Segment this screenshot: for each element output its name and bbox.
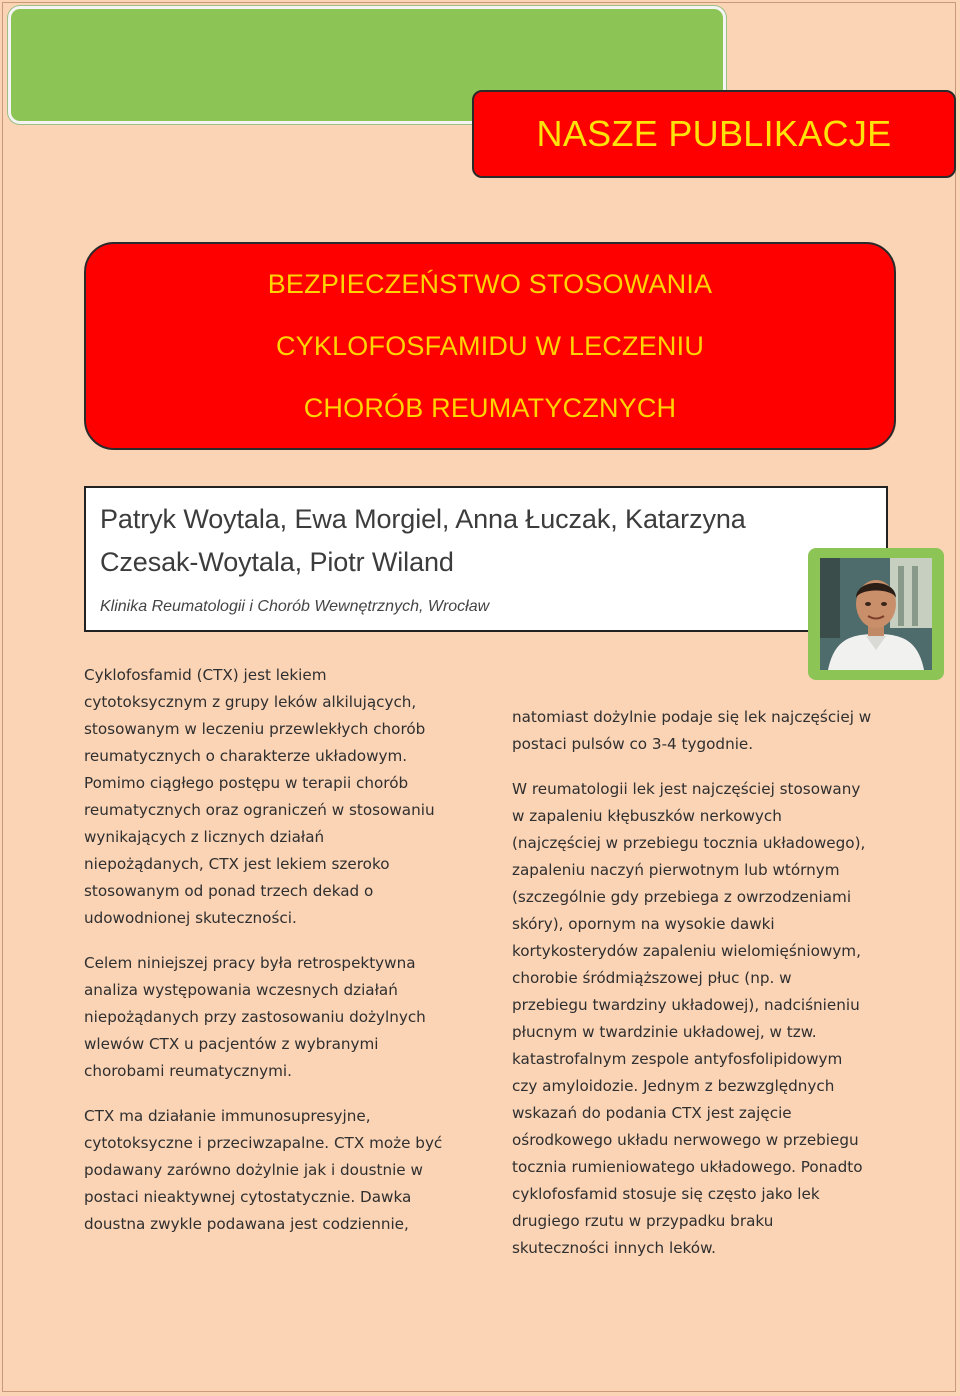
body-paragraph-intro: Cyklofosfamid (CTX) jest lekiem cytotoksycznym z grupy leków alkilujących, stosowanym w leczeniu przewlekłych chorób reumatycznych o charakterze układowym. Pomimo ciągłego postępu w terapii chorób reumatycznych oraz ograniczeń w stosowaniu wynikających z licznych działań niepożądanych, CTX jest lekiem szeroko stosowanym od ponad trzech dekad o udowodnionej skuteczności. [84,666,435,927]
affiliation: Klinika Reumatologii i Chorób Wewnętrznych, Wrocław [100,598,490,615]
right-column [512,704,892,1280]
article-title-line: CYKLOFOSFAMIDU W LECZENIU [275,331,705,361]
body-paragraph-mechanism: CTX ma działanie immunosupresyjne, cytotoksyczne i przeciwzapalne. CTX może być podawany zarówno dożylnie jak i doustnie w postaci nieaktywnej cytostatycznie. Dawka doustna zwykle podawana jest codziennie, [84,1107,443,1233]
authors-box [84,486,888,632]
section-title: NASZE PUBLIKACJE [536,113,892,154]
section-banner [472,90,956,178]
article-title-line: BEZPIECZEŃSTWO STOSOWANIA [267,269,713,299]
author-portrait-icon [820,558,932,670]
body-paragraph-indications: W reumatologii lek jest najczęściej stosowany w zapaleniu kłębuszków nerkowych (najczęściej w przebiegu tocznia układowego), zapaleniu naczyń pierwotnym lub wtórnym (szczególnie gdy przebiega z owrzodzeniami skóry), opornym na wysokie dawki kortykosterydów zapaleniu wielomięśniowym, chorobie śródmiąższowej płuc (np. w przebiegu twardziny układowej), nadciśnieniu płucnym w twardzinie układowej, w tzw. katastrofalnym zespole antyfosfolipidowym czy amyloidozie. Jednym z bezwzględnych wskazań do podania CTX jest zajęcie ośrodkowego układu nerwowego w przebiegu tocznia rumieniowatego układowego. Ponadto cyklofosfamid stosuje się często jako lek drugiego rzutu w przypadku braku skuteczności innych leków. [512,780,866,1257]
body-paragraph-aim: Celem niniejszej pracy była retrospektywna analiza występowania wczesnych działań niepożądanych przy zastosowaniu dożylnych wlewów CTX u pacjentów z wybranymi chorobami reumatycznymi. [84,954,426,1080]
body-paragraph-dosing: natomiast dożylnie podaje się lek najczęściej w postaci pulsów co 3-4 tygodnie. [512,708,872,753]
left-column [84,662,464,1256]
photo-frame [808,548,944,680]
authors-line: Patryk Woytala, Ewa Morgiel, Anna Łuczak, Katarzyna [100,504,746,534]
article-title-box [84,242,896,450]
article-title-line: CHORÓB REUMATYCZNYCH [303,393,677,423]
authors-line: Czesak-Woytala, Piotr Wiland [100,547,454,577]
